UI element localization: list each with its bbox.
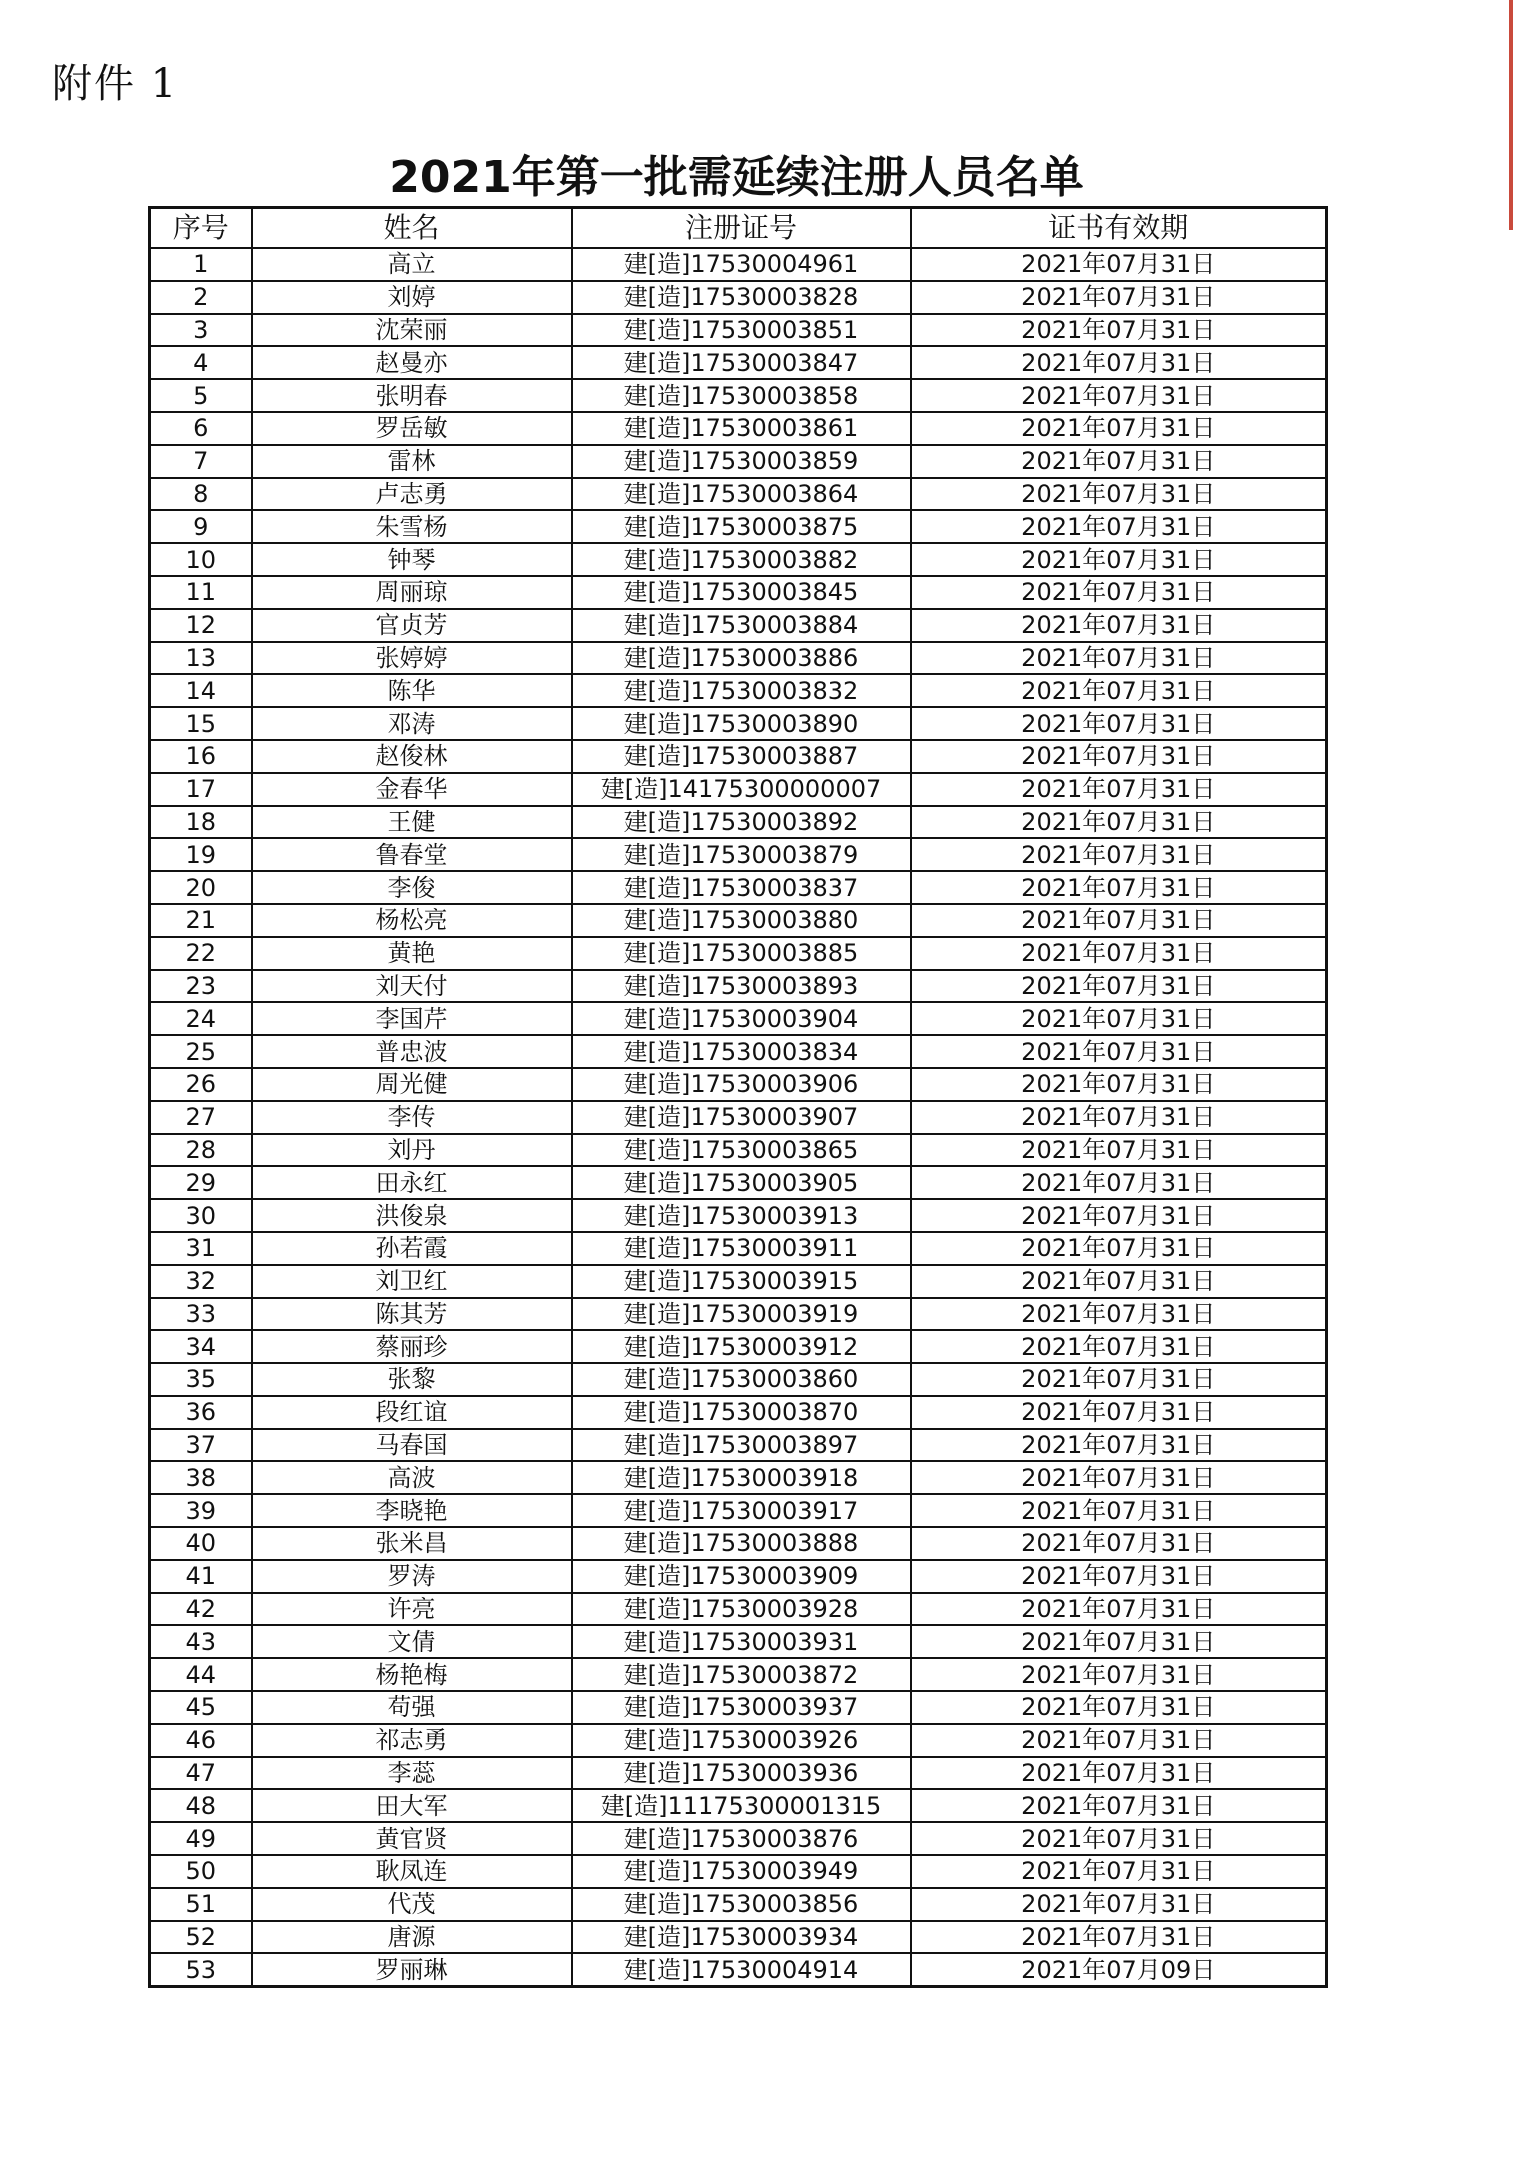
row-certificate-cell: 建[造]17530003934 xyxy=(572,1921,911,1954)
row-validity-cell: 2021年07月31日 xyxy=(911,314,1327,347)
row-validity-cell: 2021年07月31日 xyxy=(911,412,1327,445)
row-name-cell: 赵曼亦 xyxy=(252,346,572,379)
table-row xyxy=(150,1232,1327,1265)
row-certificate-cell: 建[造]17530003887 xyxy=(572,740,911,773)
row-certificate-cell: 建[造]17530003864 xyxy=(572,478,911,511)
table-row xyxy=(150,740,1327,773)
row-validity-cell: 2021年07月31日 xyxy=(911,543,1327,576)
row-name-cell: 刘婷 xyxy=(252,281,572,314)
row-name-cell: 许亮 xyxy=(252,1593,572,1626)
row-sequence-cell: 8 xyxy=(150,478,252,511)
row-validity-cell: 2021年07月31日 xyxy=(911,1724,1327,1757)
row-validity-cell: 2021年07月31日 xyxy=(911,806,1327,839)
row-sequence-cell: 50 xyxy=(150,1855,252,1888)
row-name-cell: 杨艳梅 xyxy=(252,1658,572,1691)
row-certificate-cell: 建[造]17530003834 xyxy=(572,1035,911,1068)
table-row xyxy=(150,1789,1327,1822)
row-sequence-cell: 11 xyxy=(150,576,252,609)
row-name-cell: 代茂 xyxy=(252,1888,572,1921)
row-validity-cell: 2021年07月31日 xyxy=(911,609,1327,642)
table-row xyxy=(150,1953,1327,1986)
table-row xyxy=(150,970,1327,1003)
row-certificate-cell: 建[造]17530003856 xyxy=(572,1888,911,1921)
row-certificate-cell: 建[造]17530003847 xyxy=(572,346,911,379)
row-name-cell: 刘天付 xyxy=(252,970,572,1003)
row-sequence-cell: 6 xyxy=(150,412,252,445)
row-certificate-cell: 建[造]17530003892 xyxy=(572,806,911,839)
table-row xyxy=(150,1265,1327,1298)
row-name-cell: 孙若霞 xyxy=(252,1232,572,1265)
row-certificate-cell: 建[造]17530004961 xyxy=(572,248,911,281)
row-certificate-cell: 建[造]17530003904 xyxy=(572,1002,911,1035)
row-certificate-cell: 建[造]17530003858 xyxy=(572,379,911,412)
table-row xyxy=(150,1461,1327,1494)
row-name-cell: 祁志勇 xyxy=(252,1724,572,1757)
table-row xyxy=(150,1658,1327,1691)
row-certificate-cell: 建[造]17530003837 xyxy=(572,871,911,904)
table-row xyxy=(150,1363,1327,1396)
row-validity-cell: 2021年07月31日 xyxy=(911,773,1327,806)
row-name-cell: 卢志勇 xyxy=(252,478,572,511)
table-row xyxy=(150,1921,1327,1954)
row-sequence-cell: 9 xyxy=(150,510,252,543)
row-validity-cell: 2021年07月31日 xyxy=(911,1527,1327,1560)
table-row xyxy=(150,642,1327,675)
row-validity-cell: 2021年07月31日 xyxy=(911,1101,1327,1134)
table-row xyxy=(150,1429,1327,1462)
table-row xyxy=(150,838,1327,871)
row-validity-cell: 2021年07月31日 xyxy=(911,346,1327,379)
row-validity-cell: 2021年07月31日 xyxy=(911,970,1327,1003)
row-sequence-cell: 3 xyxy=(150,314,252,347)
row-validity-cell: 2021年07月31日 xyxy=(911,937,1327,970)
row-name-cell: 黄官贤 xyxy=(252,1822,572,1855)
row-certificate-cell: 建[造]17530003890 xyxy=(572,707,911,740)
row-name-cell: 张婷婷 xyxy=(252,642,572,675)
row-validity-cell: 2021年07月31日 xyxy=(911,904,1327,937)
table-row xyxy=(150,379,1327,412)
header-name: 姓名 xyxy=(252,208,572,249)
row-name-cell: 马春国 xyxy=(252,1429,572,1462)
header-certificate-number: 注册证号 xyxy=(572,208,911,249)
row-validity-cell: 2021年07月31日 xyxy=(911,1232,1327,1265)
table-row xyxy=(150,1527,1327,1560)
row-sequence-cell: 26 xyxy=(150,1068,252,1101)
row-certificate-cell: 建[造]17530003893 xyxy=(572,970,911,1003)
page-edge-mark xyxy=(1509,0,1513,230)
row-validity-cell: 2021年07月31日 xyxy=(911,1822,1327,1855)
row-sequence-cell: 4 xyxy=(150,346,252,379)
table-row xyxy=(150,1166,1327,1199)
row-certificate-cell: 建[造]17530003928 xyxy=(572,1593,911,1626)
row-certificate-cell: 建[造]17530003917 xyxy=(572,1494,911,1527)
row-name-cell: 文倩 xyxy=(252,1625,572,1658)
table-row xyxy=(150,346,1327,379)
row-sequence-cell: 48 xyxy=(150,1789,252,1822)
row-certificate-cell: 建[造]17530003915 xyxy=(572,1265,911,1298)
row-certificate-cell: 建[造]17530003911 xyxy=(572,1232,911,1265)
table-row xyxy=(150,674,1327,707)
table-row xyxy=(150,1199,1327,1232)
row-validity-cell: 2021年07月31日 xyxy=(911,1330,1327,1363)
table-row xyxy=(150,1396,1327,1429)
row-validity-cell: 2021年07月31日 xyxy=(911,1494,1327,1527)
row-certificate-cell: 建[造]17530003882 xyxy=(572,543,911,576)
attachment-label: 附件 1 xyxy=(52,61,179,107)
row-name-cell: 李俊 xyxy=(252,871,572,904)
row-name-cell: 黄艳 xyxy=(252,937,572,970)
row-name-cell: 陈其芳 xyxy=(252,1298,572,1331)
row-name-cell: 刘卫红 xyxy=(252,1265,572,1298)
row-sequence-cell: 49 xyxy=(150,1822,252,1855)
row-sequence-cell: 44 xyxy=(150,1658,252,1691)
row-name-cell: 邓涛 xyxy=(252,707,572,740)
row-sequence-cell: 33 xyxy=(150,1298,252,1331)
row-sequence-cell: 51 xyxy=(150,1888,252,1921)
row-name-cell: 段红谊 xyxy=(252,1396,572,1429)
table-row xyxy=(150,904,1327,937)
row-validity-cell: 2021年07月31日 xyxy=(911,1757,1327,1790)
row-validity-cell: 2021年07月31日 xyxy=(911,1789,1327,1822)
row-certificate-cell: 建[造]11175300001315 xyxy=(572,1789,911,1822)
row-certificate-cell: 建[造]17530003884 xyxy=(572,609,911,642)
row-validity-cell: 2021年07月31日 xyxy=(911,707,1327,740)
table-row xyxy=(150,478,1327,511)
row-sequence-cell: 28 xyxy=(150,1134,252,1167)
row-certificate-cell: 建[造]17530003851 xyxy=(572,314,911,347)
table-row xyxy=(150,773,1327,806)
row-sequence-cell: 2 xyxy=(150,281,252,314)
row-sequence-cell: 29 xyxy=(150,1166,252,1199)
table-row xyxy=(150,314,1327,347)
row-validity-cell: 2021年07月31日 xyxy=(911,445,1327,478)
row-name-cell: 赵俊林 xyxy=(252,740,572,773)
table-row xyxy=(150,510,1327,543)
table-row xyxy=(150,1298,1327,1331)
table-row xyxy=(150,1494,1327,1527)
table-row xyxy=(150,1822,1327,1855)
row-certificate-cell: 建[造]17530003860 xyxy=(572,1363,911,1396)
row-name-cell: 金春华 xyxy=(252,773,572,806)
row-name-cell: 田永红 xyxy=(252,1166,572,1199)
row-name-cell: 唐源 xyxy=(252,1921,572,1954)
row-validity-cell: 2021年07月31日 xyxy=(911,1396,1327,1429)
row-certificate-cell: 建[造]17530003865 xyxy=(572,1134,911,1167)
document-title: 2021年第一批需延续注册人员名单 xyxy=(389,152,1084,203)
row-name-cell: 罗岳敏 xyxy=(252,412,572,445)
row-sequence-cell: 25 xyxy=(150,1035,252,1068)
row-sequence-cell: 31 xyxy=(150,1232,252,1265)
table-row xyxy=(150,871,1327,904)
row-sequence-cell: 24 xyxy=(150,1002,252,1035)
row-sequence-cell: 22 xyxy=(150,937,252,970)
row-name-cell: 张米昌 xyxy=(252,1527,572,1560)
row-name-cell: 雷林 xyxy=(252,445,572,478)
row-validity-cell: 2021年07月31日 xyxy=(911,1429,1327,1462)
row-name-cell: 洪俊泉 xyxy=(252,1199,572,1232)
row-name-cell: 蔡丽珍 xyxy=(252,1330,572,1363)
row-validity-cell: 2021年07月31日 xyxy=(911,838,1327,871)
row-certificate-cell: 建[造]17530003918 xyxy=(572,1461,911,1494)
row-sequence-cell: 40 xyxy=(150,1527,252,1560)
row-name-cell: 鲁春堂 xyxy=(252,838,572,871)
row-validity-cell: 2021年07月31日 xyxy=(911,1888,1327,1921)
row-sequence-cell: 35 xyxy=(150,1363,252,1396)
row-sequence-cell: 46 xyxy=(150,1724,252,1757)
table-row xyxy=(150,281,1327,314)
row-certificate-cell: 建[造]17530003828 xyxy=(572,281,911,314)
row-validity-cell: 2021年07月31日 xyxy=(911,1560,1327,1593)
row-validity-cell: 2021年07月31日 xyxy=(911,674,1327,707)
row-sequence-cell: 16 xyxy=(150,740,252,773)
table-row xyxy=(150,445,1327,478)
row-certificate-cell: 建[造]17530003879 xyxy=(572,838,911,871)
row-certificate-cell: 建[造]17530003870 xyxy=(572,1396,911,1429)
row-sequence-cell: 27 xyxy=(150,1101,252,1134)
row-certificate-cell: 建[造]17530003906 xyxy=(572,1068,911,1101)
row-certificate-cell: 建[造]17530003880 xyxy=(572,904,911,937)
row-certificate-cell: 建[造]17530003832 xyxy=(572,674,911,707)
row-certificate-cell: 建[造]17530003845 xyxy=(572,576,911,609)
row-validity-cell: 2021年07月31日 xyxy=(911,1298,1327,1331)
header-validity-date: 证书有效期 xyxy=(911,208,1327,249)
row-certificate-cell: 建[造]17530003931 xyxy=(572,1625,911,1658)
table-row xyxy=(150,412,1327,445)
row-certificate-cell: 建[造]17530003886 xyxy=(572,642,911,675)
row-certificate-cell: 建[造]17530003936 xyxy=(572,1757,911,1790)
row-validity-cell: 2021年07月31日 xyxy=(911,1002,1327,1035)
row-sequence-cell: 23 xyxy=(150,970,252,1003)
row-validity-cell: 2021年07月31日 xyxy=(911,1691,1327,1724)
table-row xyxy=(150,1691,1327,1724)
table-row xyxy=(150,1625,1327,1658)
row-sequence-cell: 10 xyxy=(150,543,252,576)
row-certificate-cell: 建[造]17530003905 xyxy=(572,1166,911,1199)
table-row xyxy=(150,707,1327,740)
table-row xyxy=(150,1757,1327,1790)
row-sequence-cell: 39 xyxy=(150,1494,252,1527)
row-sequence-cell: 12 xyxy=(150,609,252,642)
table-row xyxy=(150,1068,1327,1101)
table-row xyxy=(150,248,1327,281)
table-row xyxy=(150,576,1327,609)
row-name-cell: 沈荣丽 xyxy=(252,314,572,347)
row-validity-cell: 2021年07月31日 xyxy=(911,871,1327,904)
row-name-cell: 张明春 xyxy=(252,379,572,412)
row-validity-cell: 2021年07月31日 xyxy=(911,1035,1327,1068)
row-certificate-cell: 建[造]17530003937 xyxy=(572,1691,911,1724)
table-row xyxy=(150,1560,1327,1593)
row-sequence-cell: 5 xyxy=(150,379,252,412)
table-row xyxy=(150,1002,1327,1035)
row-name-cell: 罗丽琳 xyxy=(252,1953,572,1986)
row-sequence-cell: 20 xyxy=(150,871,252,904)
row-certificate-cell: 建[造]17530003912 xyxy=(572,1330,911,1363)
table-row xyxy=(150,937,1327,970)
row-sequence-cell: 41 xyxy=(150,1560,252,1593)
row-name-cell: 李传 xyxy=(252,1101,572,1134)
row-sequence-cell: 42 xyxy=(150,1593,252,1626)
row-certificate-cell: 建[造]17530003926 xyxy=(572,1724,911,1757)
row-name-cell: 杨松亮 xyxy=(252,904,572,937)
row-sequence-cell: 37 xyxy=(150,1429,252,1462)
row-validity-cell: 2021年07月31日 xyxy=(911,1199,1327,1232)
row-sequence-cell: 19 xyxy=(150,838,252,871)
row-sequence-cell: 36 xyxy=(150,1396,252,1429)
row-certificate-cell: 建[造]17530003872 xyxy=(572,1658,911,1691)
row-name-cell: 李国芹 xyxy=(252,1002,572,1035)
row-sequence-cell: 30 xyxy=(150,1199,252,1232)
row-validity-cell: 2021年07月31日 xyxy=(911,1921,1327,1954)
row-name-cell: 陈华 xyxy=(252,674,572,707)
table-row xyxy=(150,609,1327,642)
row-validity-cell: 2021年07月31日 xyxy=(911,1461,1327,1494)
row-name-cell: 李晓艳 xyxy=(252,1494,572,1527)
row-validity-cell: 2021年07月31日 xyxy=(911,1363,1327,1396)
row-sequence-cell: 47 xyxy=(150,1757,252,1790)
row-certificate-cell: 建[造]17530003897 xyxy=(572,1429,911,1462)
table-row xyxy=(150,1724,1327,1757)
row-sequence-cell: 53 xyxy=(150,1953,252,1986)
row-sequence-cell: 17 xyxy=(150,773,252,806)
row-validity-cell: 2021年07月31日 xyxy=(911,1265,1327,1298)
row-validity-cell: 2021年07月31日 xyxy=(911,1625,1327,1658)
row-name-cell: 王健 xyxy=(252,806,572,839)
row-certificate-cell: 建[造]17530003885 xyxy=(572,937,911,970)
row-certificate-cell: 建[造]17530003949 xyxy=(572,1855,911,1888)
row-certificate-cell: 建[造]14175300000007 xyxy=(572,773,911,806)
row-validity-cell: 2021年07月31日 xyxy=(911,1593,1327,1626)
row-validity-cell: 2021年07月31日 xyxy=(911,576,1327,609)
row-certificate-cell: 建[造]17530003876 xyxy=(572,1822,911,1855)
table-header-row xyxy=(150,208,1327,249)
row-sequence-cell: 14 xyxy=(150,674,252,707)
table-row xyxy=(150,806,1327,839)
row-name-cell: 李蕊 xyxy=(252,1757,572,1790)
row-name-cell: 朱雪杨 xyxy=(252,510,572,543)
row-certificate-cell: 建[造]17530003861 xyxy=(572,412,911,445)
row-name-cell: 周丽琼 xyxy=(252,576,572,609)
row-name-cell: 周光健 xyxy=(252,1068,572,1101)
registration-roster-table xyxy=(148,206,1328,1988)
row-validity-cell: 2021年07月31日 xyxy=(911,248,1327,281)
row-name-cell: 田大军 xyxy=(252,1789,572,1822)
row-validity-cell: 2021年07月09日 xyxy=(911,1953,1327,1986)
row-name-cell: 苟强 xyxy=(252,1691,572,1724)
table-row xyxy=(150,1101,1327,1134)
row-sequence-cell: 52 xyxy=(150,1921,252,1954)
row-validity-cell: 2021年07月31日 xyxy=(911,1068,1327,1101)
row-name-cell: 高立 xyxy=(252,248,572,281)
row-name-cell: 高波 xyxy=(252,1461,572,1494)
row-name-cell: 张黎 xyxy=(252,1363,572,1396)
row-sequence-cell: 21 xyxy=(150,904,252,937)
row-sequence-cell: 1 xyxy=(150,248,252,281)
row-certificate-cell: 建[造]17530003859 xyxy=(572,445,911,478)
row-certificate-cell: 建[造]17530003919 xyxy=(572,1298,911,1331)
row-name-cell: 普忠波 xyxy=(252,1035,572,1068)
row-sequence-cell: 7 xyxy=(150,445,252,478)
row-name-cell: 罗涛 xyxy=(252,1560,572,1593)
table-row xyxy=(150,1134,1327,1167)
row-validity-cell: 2021年07月31日 xyxy=(911,642,1327,675)
row-certificate-cell: 建[造]17530003909 xyxy=(572,1560,911,1593)
row-sequence-cell: 38 xyxy=(150,1461,252,1494)
row-validity-cell: 2021年07月31日 xyxy=(911,510,1327,543)
row-validity-cell: 2021年07月31日 xyxy=(911,740,1327,773)
row-certificate-cell: 建[造]17530003875 xyxy=(572,510,911,543)
table-row xyxy=(150,1035,1327,1068)
row-validity-cell: 2021年07月31日 xyxy=(911,379,1327,412)
row-validity-cell: 2021年07月31日 xyxy=(911,1166,1327,1199)
row-validity-cell: 2021年07月31日 xyxy=(911,1855,1327,1888)
row-name-cell: 耿凤连 xyxy=(252,1855,572,1888)
row-certificate-cell: 建[造]17530003907 xyxy=(572,1101,911,1134)
row-certificate-cell: 建[造]17530004914 xyxy=(572,1953,911,1986)
row-sequence-cell: 15 xyxy=(150,707,252,740)
row-certificate-cell: 建[造]17530003913 xyxy=(572,1199,911,1232)
row-name-cell: 官贞芳 xyxy=(252,609,572,642)
table-row xyxy=(150,1593,1327,1626)
row-certificate-cell: 建[造]17530003888 xyxy=(572,1527,911,1560)
row-validity-cell: 2021年07月31日 xyxy=(911,281,1327,314)
row-sequence-cell: 18 xyxy=(150,806,252,839)
row-validity-cell: 2021年07月31日 xyxy=(911,1134,1327,1167)
table-row xyxy=(150,543,1327,576)
row-sequence-cell: 13 xyxy=(150,642,252,675)
table-body xyxy=(150,248,1327,1987)
table-row xyxy=(150,1888,1327,1921)
row-name-cell: 刘丹 xyxy=(252,1134,572,1167)
row-sequence-cell: 43 xyxy=(150,1625,252,1658)
table-row xyxy=(150,1855,1327,1888)
row-sequence-cell: 32 xyxy=(150,1265,252,1298)
row-validity-cell: 2021年07月31日 xyxy=(911,478,1327,511)
row-validity-cell: 2021年07月31日 xyxy=(911,1658,1327,1691)
row-sequence-cell: 45 xyxy=(150,1691,252,1724)
table-row xyxy=(150,1330,1327,1363)
row-name-cell: 钟琴 xyxy=(252,543,572,576)
header-sequence: 序号 xyxy=(150,208,252,249)
row-sequence-cell: 34 xyxy=(150,1330,252,1363)
